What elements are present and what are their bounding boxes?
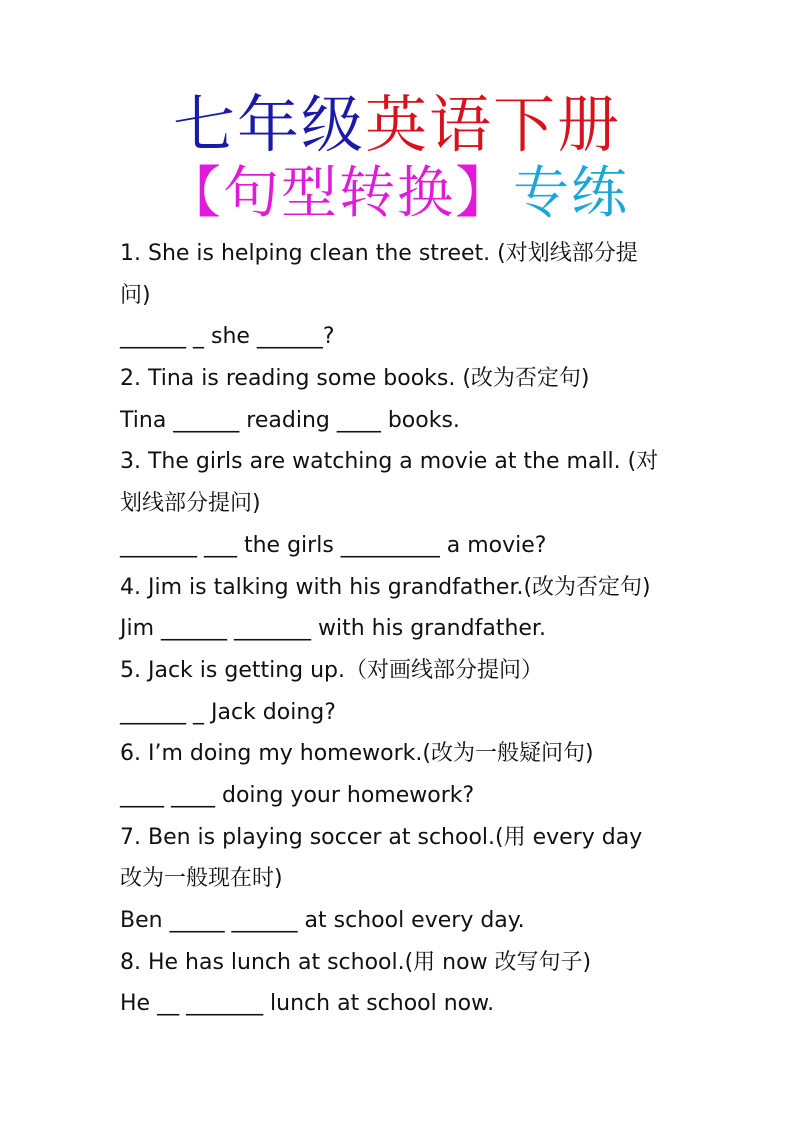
exercise-line: 7. Ben is playing soccer at school.(用 every day bbox=[120, 824, 643, 850]
answer-line: _______ ___ the girls _________ a movie? bbox=[120, 532, 547, 558]
exercise-line: 改为一般现在时) bbox=[120, 866, 283, 892]
answer-line: ____ ____ doing your homework? bbox=[120, 782, 475, 808]
title-topic: 【句型转换】 bbox=[165, 161, 513, 226]
exercise-line: 划线部分提问) bbox=[120, 491, 261, 517]
title-line-1 bbox=[0, 88, 794, 161]
answer-line: He __ _______ lunch at school now. bbox=[120, 991, 495, 1017]
exercise-line: 3. The girls are watching a movie at the mall. (对 bbox=[120, 449, 659, 475]
title-line-2 bbox=[0, 161, 794, 226]
exercise-line: 1. She is helping clean the street. (对划线部分提 bbox=[120, 241, 638, 266]
title-subject: 英语下册 bbox=[365, 88, 622, 161]
exercise-line: 4. Jim is talking with his grandfather.(改为否定句) bbox=[120, 574, 651, 600]
exercise-line: 问) bbox=[120, 282, 151, 308]
exercise-line: 5. Jack is getting up.（对画线部分提问） bbox=[120, 657, 544, 683]
title-grade: 七年级 bbox=[172, 88, 365, 161]
title-practice: 专练 bbox=[513, 161, 629, 226]
exercise-line: 8. He has lunch at school.(用 now 改写句子) bbox=[120, 949, 592, 975]
exercise-line: 6. I’m doing my homework.(改为一般疑问句) bbox=[120, 741, 594, 767]
exercise-line: 2. Tina is reading some books. (改为否定句) bbox=[120, 366, 590, 392]
answer-line: Ben _____ ______ at school every day. bbox=[120, 908, 525, 933]
answer-line: ______ _ Jack doing? bbox=[120, 699, 336, 725]
answer-line: Tina ______ reading ____ books. bbox=[120, 407, 460, 433]
answer-line: Jim ______ _______ with his grandfather. bbox=[120, 616, 546, 642]
exercise-list bbox=[120, 233, 680, 1025]
answer-line: ______ _ she ______? bbox=[120, 324, 335, 350]
